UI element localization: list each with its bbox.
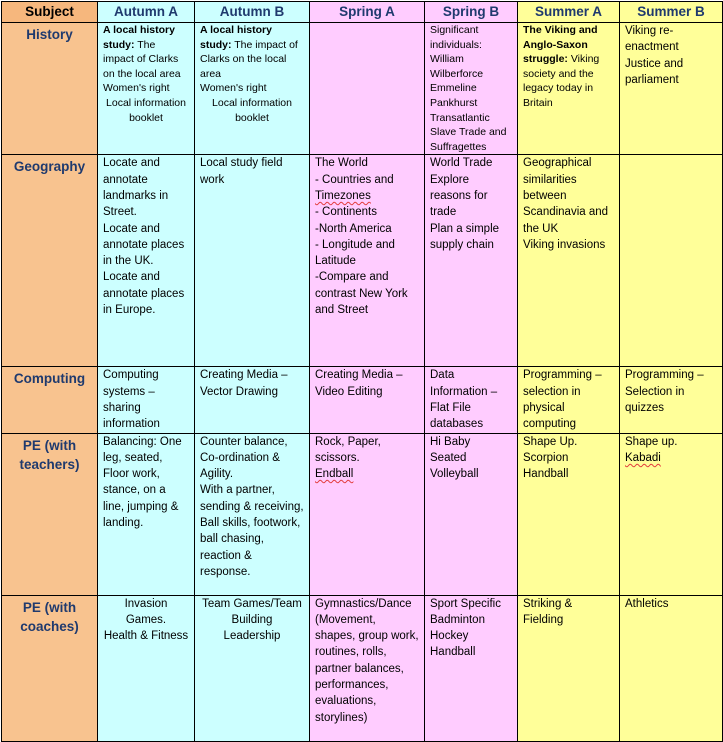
row-geography — [2, 155, 723, 367]
cell-text: World Trade — [430, 157, 493, 170]
cell-text: William Wilberforce — [430, 53, 484, 80]
curriculum-table — [1, 1, 723, 742]
cell-geography-summer-b — [620, 155, 723, 367]
cell-pe-teachers-spring-b — [425, 433, 518, 595]
cell-text: Invasion Games. — [124, 597, 168, 626]
cell-text: Floor work, stance, on a line, jumping & landing. — [103, 468, 179, 530]
subject-pe-teachers: PE (with teachers) — [2, 433, 98, 595]
cell-text: Women's right — [200, 82, 267, 95]
cell-text: Counter balance, Co-ordination & Agility. — [200, 435, 288, 481]
cell-text: Local information booklet — [106, 96, 186, 124]
cell-text: With a partner, sending & receiving, — [200, 484, 304, 513]
cell-pe-coaches-autumn-a — [98, 595, 195, 741]
cell-text: Local study field work — [200, 157, 283, 186]
cell-pe-teachers-summer-a — [518, 433, 620, 595]
cell-text: Locate and annotate places in the UK. — [103, 222, 185, 268]
cell-history-autumn-b — [195, 23, 310, 155]
cell-text: Hi Baby — [430, 435, 471, 448]
cell-history-summer-a — [518, 23, 620, 155]
row-computing — [2, 367, 723, 433]
cell-text: Sport Specific — [430, 597, 501, 610]
subject-pe-coaches: PE (with coaches) — [2, 595, 98, 741]
cell-text: Badminton — [430, 613, 485, 626]
cell-text: -Compare and contrast New York and Street — [315, 271, 408, 317]
cell-pe-teachers-autumn-a — [98, 433, 195, 595]
cell-history-spring-b — [425, 23, 518, 155]
cell-text: Plan a simple supply chain — [430, 222, 500, 251]
cell-text: Locate and annotate places in Europe. — [103, 271, 185, 317]
cell-computing-autumn-b: Creating Media – Vector Drawing — [195, 367, 310, 433]
cell-text: The World — [315, 157, 368, 170]
cell-title: A local history study: — [200, 24, 272, 51]
cell-text: Significant individuals: — [430, 24, 482, 51]
cell-pe-coaches-summer-a: Striking & Fielding — [518, 595, 620, 741]
cell-text: Explore reasons for trade — [430, 173, 488, 219]
cell-text: - Longitude and Latitude — [315, 238, 395, 268]
cell-text: Shape Up. — [523, 435, 578, 448]
row-pe-coaches — [2, 595, 723, 741]
cell-text: Hockey — [430, 630, 469, 643]
cell-text: Emmeline Pankhurst — [430, 82, 478, 109]
cell-text: Kabadi — [625, 451, 661, 464]
cell-geography-spring-b — [425, 155, 518, 367]
cell-text: Transatlantic Slave Trade and Suffragettes — [430, 111, 507, 153]
cell-pe-teachers-autumn-b — [195, 433, 310, 595]
cell-computing-summer-a: Programming – selection in physical computing — [518, 367, 620, 433]
cell-text: Ball skills, footwork, ball chasing, reaction & response. — [200, 517, 301, 578]
cell-computing-autumn-a: Computing systems – sharing information — [98, 367, 195, 433]
cell-computing-spring-a: Creating Media – Video Editing — [310, 367, 425, 433]
subject-history: History — [2, 23, 98, 155]
cell-geography-summer-a — [518, 155, 620, 367]
cell-text: Justice and parliament — [625, 57, 684, 86]
header-summer-a: Summer A — [518, 2, 620, 23]
cell-history-spring-a — [310, 23, 425, 155]
cell-text: Locate and annotate landmarks in Street. — [103, 157, 169, 219]
header-autumn-a: Autumn A — [98, 2, 195, 23]
row-pe-teachers — [2, 433, 723, 595]
cell-pe-coaches-spring-a: Gymnastics/Dance (Movement, shapes, group work, routines, rolls, partner balances, performances, evaluations, storylines) — [310, 595, 425, 741]
cell-text: Balancing: One leg, seated, — [103, 435, 182, 464]
cell-text: Shape up. — [625, 435, 678, 448]
header-subject: Subject — [2, 2, 98, 23]
cell-pe-coaches-summer-b: Athletics — [620, 595, 723, 741]
cell-text: Viking invasions — [523, 238, 606, 251]
cell-history-autumn-a — [98, 23, 195, 155]
cell-title: A local history study: — [103, 24, 175, 51]
cell-title: The Viking and Anglo-Saxon struggle: — [523, 24, 598, 66]
cell-text: Scorpion Handball — [523, 451, 569, 481]
header-autumn-b: Autumn B — [195, 2, 310, 23]
header-spring-b: Spring B — [425, 2, 518, 23]
cell-computing-summer-b: Programming – Selection in quizzes — [620, 367, 723, 433]
cell-computing-spring-b: Data Information – Flat File databases — [425, 367, 518, 433]
cell-pe-coaches-spring-b — [425, 595, 518, 741]
cell-text: Women's right — [103, 82, 170, 95]
cell-text: Local information booklet — [212, 96, 292, 124]
cell-text: Timezones — [315, 189, 371, 202]
header-spring-a: Spring A — [310, 2, 425, 23]
header-summer-b: Summer B — [620, 2, 723, 23]
cell-text: Health & Fitness — [103, 630, 189, 643]
cell-history-summer-b — [620, 23, 723, 155]
cell-pe-coaches-autumn-b — [195, 595, 310, 741]
cell-pe-teachers-spring-a — [310, 433, 425, 595]
cell-text: Rock, Paper, scissors. — [315, 435, 381, 464]
cell-text: Handball — [430, 646, 476, 659]
cell-text: Seated Volleyball — [430, 451, 479, 481]
cell-text: Endball — [315, 468, 354, 481]
cell-geography-autumn-a — [98, 155, 195, 367]
cell-pe-teachers-summer-b — [620, 433, 723, 595]
cell-text: Viking society and the legacy today in Britain — [523, 53, 600, 109]
cell-text: The impact of Clarks on the local area — [103, 38, 181, 80]
cell-text: The impact of Clarks on the local area — [200, 38, 298, 80]
subject-geography: Geography — [2, 155, 98, 367]
header-row — [2, 2, 723, 23]
row-history — [2, 23, 723, 155]
cell-geography-spring-a — [310, 155, 425, 367]
cell-text: Leadership — [223, 630, 281, 643]
subject-computing: Computing — [2, 367, 98, 433]
cell-text: - Continents — [315, 206, 378, 219]
cell-text: Team Games/Team Building — [202, 597, 302, 626]
cell-text: -North America — [315, 222, 392, 235]
cell-text: Viking re-enactment — [625, 25, 679, 54]
cell-text: Geographical similarities between Scandinavia and the UK — [523, 157, 609, 235]
cell-text: - Countries and — [315, 173, 394, 186]
cell-geography-autumn-b — [195, 155, 310, 367]
